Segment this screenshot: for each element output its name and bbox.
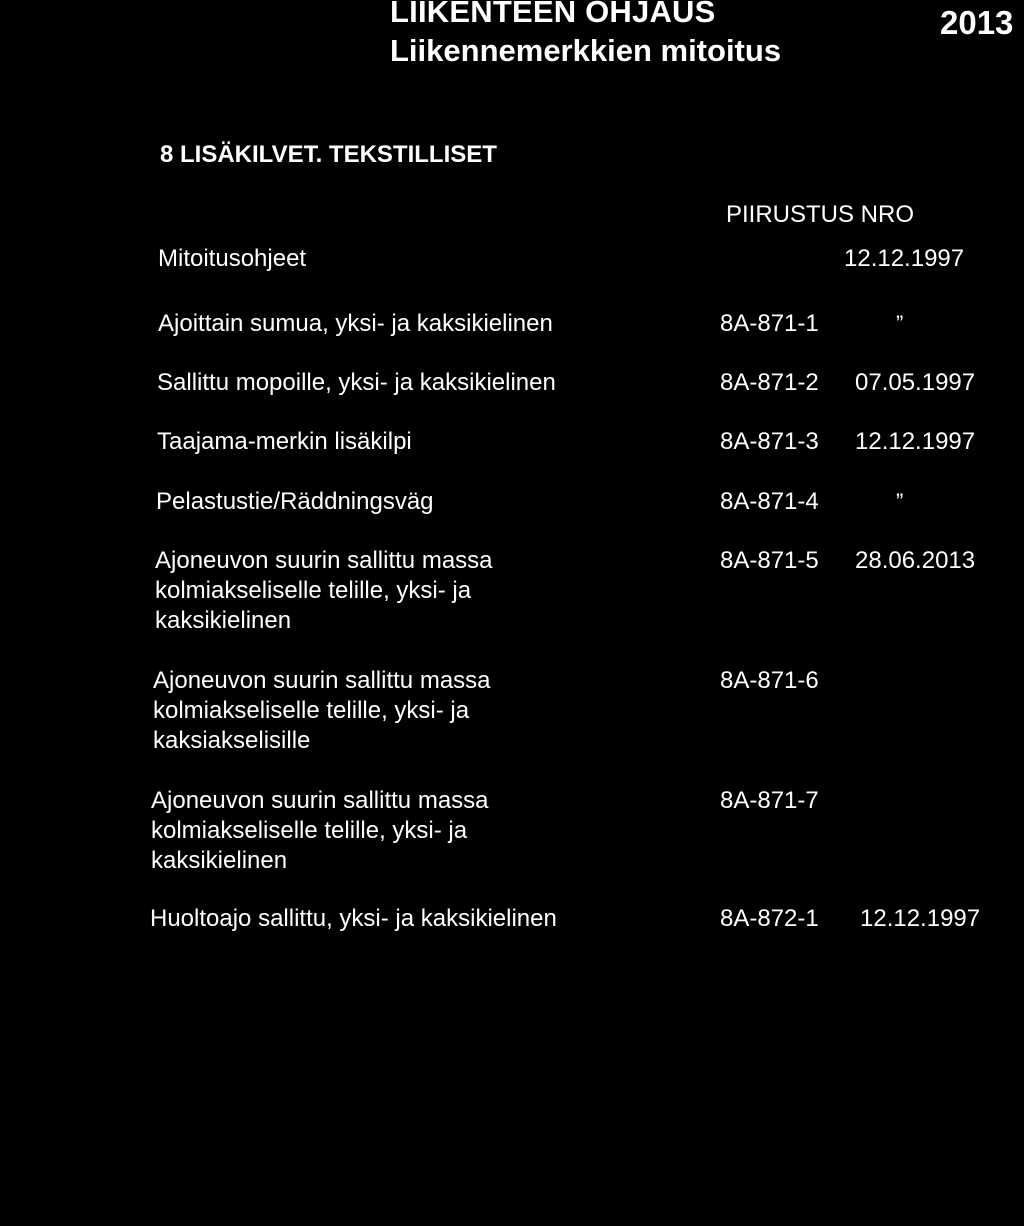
item-drawing-number: 8A-871-5 (720, 547, 819, 574)
item-name: Ajoneuvon suurin sallittu massa kolmiakseliselle telille, yksi- ja kaksiakselisille (153, 667, 491, 754)
item-name: Huoltoajo sallittu, yksi- ja kaksikielinen (150, 905, 557, 932)
item-drawing-number: 8A-871-4 (720, 488, 819, 515)
item-name: Mitoitusohjeet (158, 245, 307, 272)
item-name: Sallittu mopoille, yksi- ja kaksikielinen (157, 369, 556, 396)
item-date: 07.05.1997 (855, 369, 976, 396)
section-heading: 8 LISÄKILVET. TEKSTILLISET (160, 141, 497, 168)
item-name: Ajoittain sumua, yksi- ja kaksikielinen (158, 310, 553, 337)
item-date: 28.06.2013 (855, 547, 976, 574)
item-drawing-number: 8A-872-1 (720, 905, 819, 932)
item-drawing-number: 8A-871-3 (720, 428, 819, 455)
item-date: 12.12.1997 (860, 905, 981, 932)
item-drawing-number: 8A-871-1 (720, 310, 819, 337)
document-subtitle: Liikennemerkkien mitoitus (390, 33, 782, 68)
item-drawing-number: 8A-871-6 (720, 667, 819, 694)
item-name: Pelastustie/Räddningsväg (156, 488, 434, 515)
item-name: Taajama-merkin lisäkilpi (157, 428, 412, 455)
item-date: 12.12.1997 (844, 245, 965, 272)
item-name: Ajoneuvon suurin sallittu massa kolmiakseliselle telille, yksi- ja kaksikielinen (155, 547, 493, 634)
item-drawing-number: 8A-871-7 (720, 787, 819, 814)
item-name: Ajoneuvon suurin sallittu massa kolmiakseliselle telille, yksi- ja kaksikielinen (151, 787, 489, 874)
document-title: LIIKENTEEN OHJAUS (390, 0, 716, 29)
item-date-ditto: ” (896, 311, 904, 336)
item-drawing-number: 8A-871-2 (720, 369, 819, 396)
document-year: 2013 (940, 4, 1014, 41)
drawing-number-column-header: PIIRUSTUS NRO (726, 201, 915, 228)
item-date: 12.12.1997 (855, 428, 976, 455)
item-date-ditto: ” (896, 489, 904, 514)
